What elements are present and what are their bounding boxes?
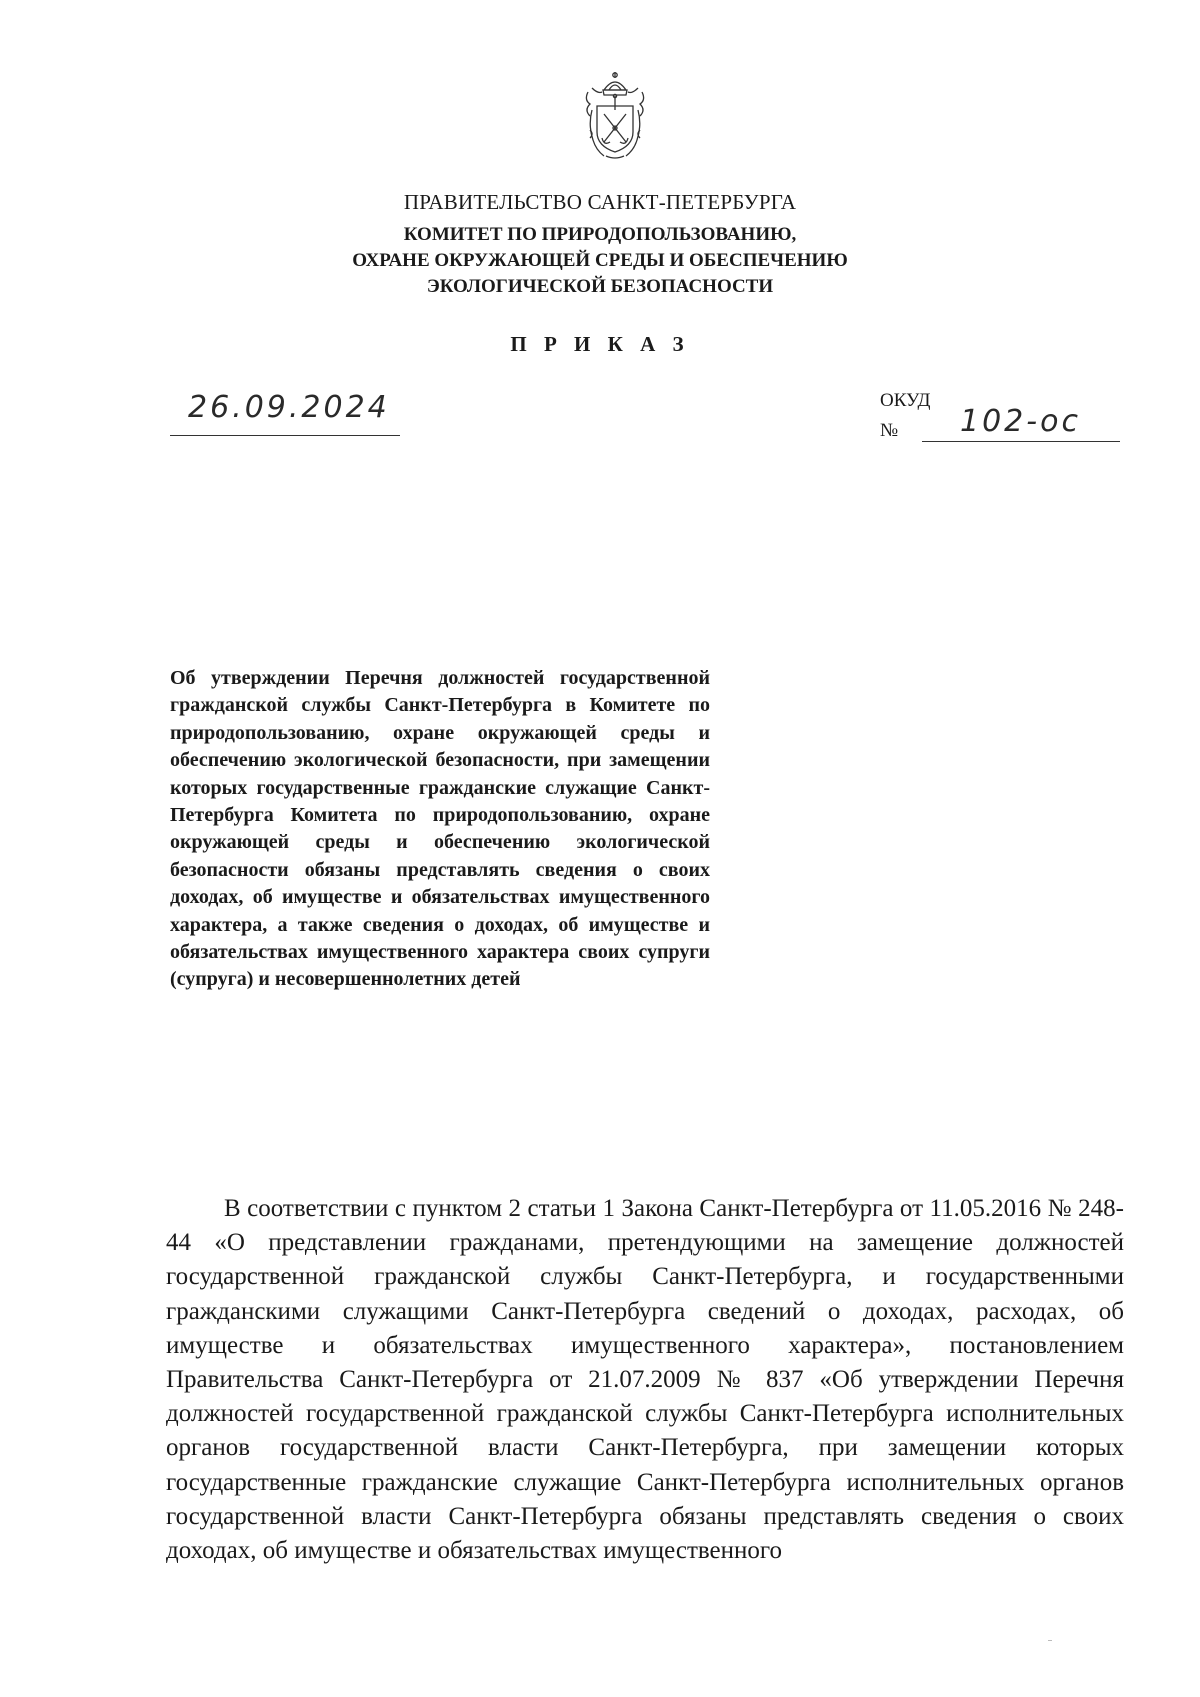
scan-speck xyxy=(1048,1640,1052,1641)
committee-name xyxy=(200,222,1000,300)
order-body-paragraph: В соответствии с пунктом 2 статьи 1 Закона Санкт-Петербурга от 11.05.2016 № 248-44 «О представлении гражданами, претендующими на замещение должностей государственной гражданской службы Санкт-Петербурга, и государственными гражданскими служащими Санкт-Петербурга сведений о доходах, расходах, об имуществе и обязательствах имущественного характера», постановлением Правительства Санкт-Петербурга от 21.07.2009 № 837 «Об утверждении Перечня должностей государственной гражданской службы Санкт-Петербурга исполнительных органов государственной власти Санкт-Петербурга, при замещении которых государственные гражданские служащие Санкт-Петербурга исполнительных органов государственной власти Санкт-Петербурга обязаны представлять сведения о своих доходах, об имуществе и обязательствах имущественного xyxy=(166,1195,1124,1565)
order-date-handwritten: 26.09.2024 xyxy=(188,390,390,425)
number-sign: № xyxy=(880,420,899,441)
document-type-title: П Р И К А З xyxy=(510,332,690,356)
order-date-field xyxy=(170,390,400,440)
committee-line-2: ОХРАНЕ ОКРУЖАЮЩЕЙ СРЕДЫ И ОБЕСПЕЧЕНИЮ xyxy=(352,250,848,271)
committee-line-1: КОМИТЕТ ПО ПРИРОДОПОЛЬЗОВАНИЮ, xyxy=(403,224,797,245)
st-petersburg-coat-of-arms-icon xyxy=(580,70,650,162)
order-number-handwritten: 102-ос xyxy=(960,404,1081,439)
okud-label: ОКУД xyxy=(880,390,931,411)
government-name: ПРАВИТЕЛЬСТВО САНКТ-ПЕТЕРБУРГА xyxy=(403,190,797,214)
order-number-field xyxy=(880,390,1120,450)
date-underline xyxy=(170,435,400,436)
number-underline xyxy=(922,441,1120,442)
committee-line-3: ЭКОЛОГИЧЕСКОЙ БЕЗОПАСНОСТИ xyxy=(426,276,774,297)
order-subject: Об утверждении Перечня должностей государственной гражданской службы Санкт-Петербурга в Комитете по природопользованию, охране окружающей среды и обеспечению экологической безопасности, при замещении которых государственные гражданские служащие Санкт-Петербурга Комитета по природопользованию, охране окружающей среды и обеспечению экологической безопасности обязаны представлять сведения о своих доходах, об имуществе и обязательствах имущественного характера, а также сведения о доходах, об имуществе и обязательствах имущественного характера своих супруги (супруга) и несовершеннолетних детей xyxy=(170,667,710,991)
